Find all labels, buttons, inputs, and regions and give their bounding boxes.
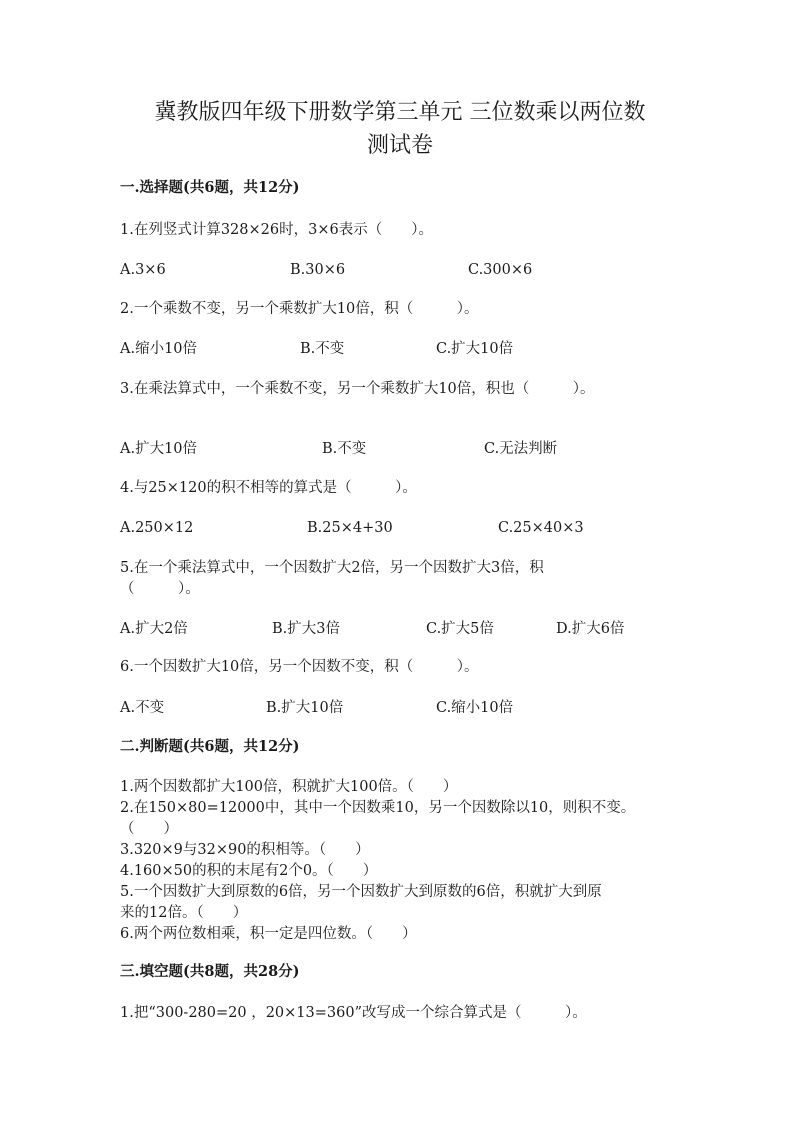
option-b: B.扩大10倍 — [266, 700, 344, 716]
option-a: A.250×12 — [120, 520, 194, 536]
option-c: C.25×40×3 — [498, 520, 584, 536]
option-d: D.扩大6倍 — [556, 621, 625, 637]
question-text-continued: （ ）。 — [120, 581, 200, 597]
option-c: C.扩大10倍 — [436, 341, 514, 357]
option-b: B.30×6 — [290, 262, 346, 278]
option-c: C.无法判断 — [484, 441, 558, 457]
judgement-line: （ ） — [120, 821, 178, 837]
section-heading-choice: 一.选择题(共6题，共12分) — [120, 179, 300, 196]
page-title-line2: 测试卷 — [366, 133, 433, 158]
question-text: 1.把“300-280=20 ，20×13=360”改写成一个综合算式是（ ）。 — [120, 1005, 587, 1021]
judgement-line: 1.两个因数都扩大100倍，积就扩大100倍。（ ） — [120, 779, 458, 795]
page-title-line1: 冀教版四年级下册数学第三单元 三位数乘以两位数 — [154, 100, 646, 125]
question-text: 6.一个因数扩大10倍，另一个因数不变，积（ ）。 — [120, 659, 479, 675]
section-heading-fill-blank: 三.填空题(共8题，共28分) — [120, 963, 300, 980]
judgement-line: 来的12倍。（ ） — [120, 905, 248, 921]
option-a: A.扩大2倍 — [120, 621, 188, 637]
section-heading-judgement: 二.判断题(共6题，共12分) — [120, 738, 300, 755]
option-c: C.缩小10倍 — [436, 700, 514, 716]
option-c: C.扩大5倍 — [426, 621, 494, 637]
question-text: 2.一个乘数不变，另一个乘数扩大10倍，积（ ）。 — [120, 301, 479, 317]
option-b: B.不变 — [300, 341, 345, 357]
option-a: A.缩小10倍 — [120, 341, 198, 357]
judgement-line: 6.两个两位数相乘，积一定是四位数。（ ） — [120, 926, 417, 942]
option-a: A.3×6 — [120, 262, 166, 278]
question-text: 3.在乘法算式中，一个乘数不变，另一个乘数扩大10倍，积也（ ）。 — [120, 381, 595, 397]
option-a: A.不变 — [120, 700, 165, 716]
option-a: A.扩大10倍 — [120, 441, 198, 457]
question-text: 1.在列竖式计算328×26时，3×6表示（ ）。 — [120, 222, 433, 238]
option-b: B.不变 — [322, 441, 367, 457]
question-text: 4.与25×120的积不相等的算式是（ ）。 — [120, 480, 417, 496]
judgement-line: 3.320×9与32×90的积相等。（ ） — [120, 842, 370, 858]
judgement-line: 2.在150×80=12000中，其中一个因数乘10，另一个因数除以10，则积不变。 — [120, 800, 636, 816]
option-b: B.25×4+30 — [307, 520, 393, 536]
option-b: B.扩大3倍 — [272, 621, 340, 637]
judgement-line: 5.一个因数扩大到原数的6倍，另一个因数扩大到原数的6倍，积就扩大到原 — [120, 884, 602, 900]
question-text: 5.在一个乘法算式中，一个因数扩大2倍，另一个因数扩大3倍，积 — [120, 560, 544, 576]
judgement-line: 4.160×50的积的末尾有2个0。（ ） — [120, 863, 378, 879]
option-c: C.300×6 — [468, 262, 533, 278]
